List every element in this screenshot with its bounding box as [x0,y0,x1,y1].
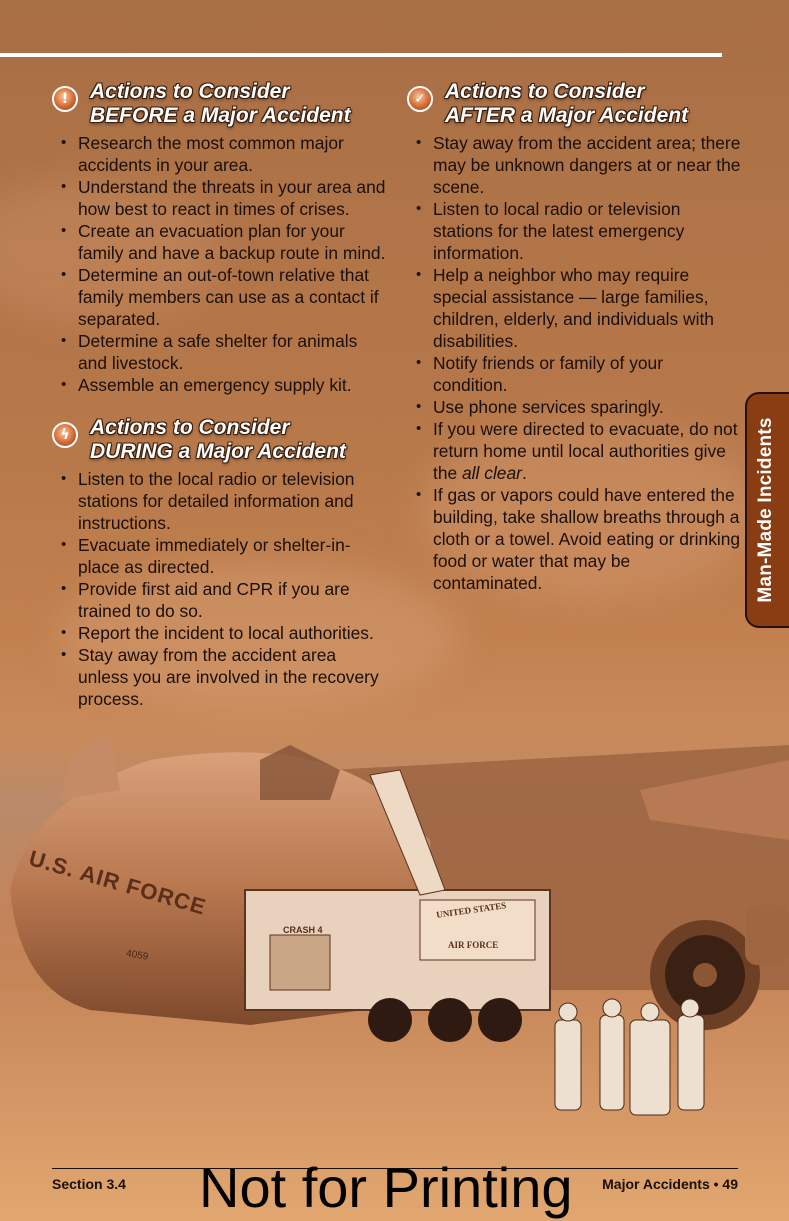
list-item: • Use phone services sparingly. [407,396,742,418]
fire-truck-grille [270,935,330,990]
cockpit-window [260,745,340,800]
all-clear-emphasis: all clear [462,463,522,483]
watermark: Not for Printing [199,1156,573,1219]
during-list [52,468,387,710]
truck-door-lettering: UNITED STATES [435,900,507,920]
footer-page-title: Major Accidents • 49 [602,1176,738,1192]
truck-side-lettering: AIR FORCE [448,940,499,950]
item-text: . [521,463,527,483]
after-list [407,132,742,594]
heading-line: Actions to Consider [90,80,290,103]
top-rule [0,53,722,57]
before-list [52,132,387,396]
heading-line: Actions to Consider [445,80,645,103]
truck-wheel [428,998,472,1042]
tail-number: 4059 [125,948,150,963]
list-item: • Evacuate immediately or shelter-in-place as directed. [52,534,387,578]
truck-cab-lettering: CRASH 4 [283,925,323,935]
cockpit-hatch [60,735,120,800]
list-item: • Research the most common major accidents in your area. [52,132,387,176]
heading-line: AFTER a Major Accident [445,104,689,127]
footer-section: Section 3.4 [52,1176,126,1192]
list-item [407,418,742,484]
list-item: • Stay away from the accident area unless you are involved in the recovery process. [52,644,387,710]
heading-line: BEFORE a Major Accident [90,104,351,127]
list-item: • Listen to local radio or television stations for the latest emergency information. [407,198,742,264]
side-tab-label: Man-Made Incidents [755,417,776,603]
before-section-heading [52,80,387,128]
truck-wheel [478,998,522,1042]
list-item: • Listen to the local radio or television stations for detailed information and instructions. [52,468,387,534]
fuselage-lettering: U.S. AIR FORCE [26,845,210,920]
list-item: • Create an evacuation plan for your family and have a backup route in mind. [52,220,387,264]
heading-line: Actions to Consider [90,416,290,439]
checkmark-icon: ✓ [407,86,433,112]
heading-line: DURING a Major Accident [90,440,346,463]
list-item: • Understand the threats in your area and how best to react in times of crises. [52,176,387,220]
lightning-icon: ϟ [52,422,78,448]
list-item: • Determine a safe shelter for animals and livestock. [52,330,387,374]
during-section-heading [52,416,387,464]
list-item: • Assemble an emergency supply kit. [52,374,387,396]
truck-wheel [368,998,412,1042]
list-item: • If gas or vapors could have entered the building, take shallow breaths through a cloth or a towel. Avoid eating or drinking food or water that may be contaminated. [407,484,742,594]
list-item: • Report the incident to local authorities. [52,622,387,644]
second-engine [745,905,789,965]
alert-icon: ! [52,86,78,112]
jet-engine-hub [693,963,717,987]
list-item: • Provide first aid and CPR if you are trained to do so. [52,578,387,622]
item-text: If you were directed to evacuate, do not return home until local authorities give the [433,419,738,483]
right-column [407,80,742,614]
after-section-heading [407,80,742,128]
left-column [52,80,387,730]
list-item: • Help a neighbor who may require special assistance — large families, children, elderly, and individuals with disabilities. [407,264,742,352]
list-item: • Determine an out-of-town relative that family members can use as a contact if separated. [52,264,387,330]
list-item: • Notify friends or family of your condition. [407,352,742,396]
list-item: • Stay away from the accident area; there may be unknown dangers at or near the scene. [407,132,742,198]
